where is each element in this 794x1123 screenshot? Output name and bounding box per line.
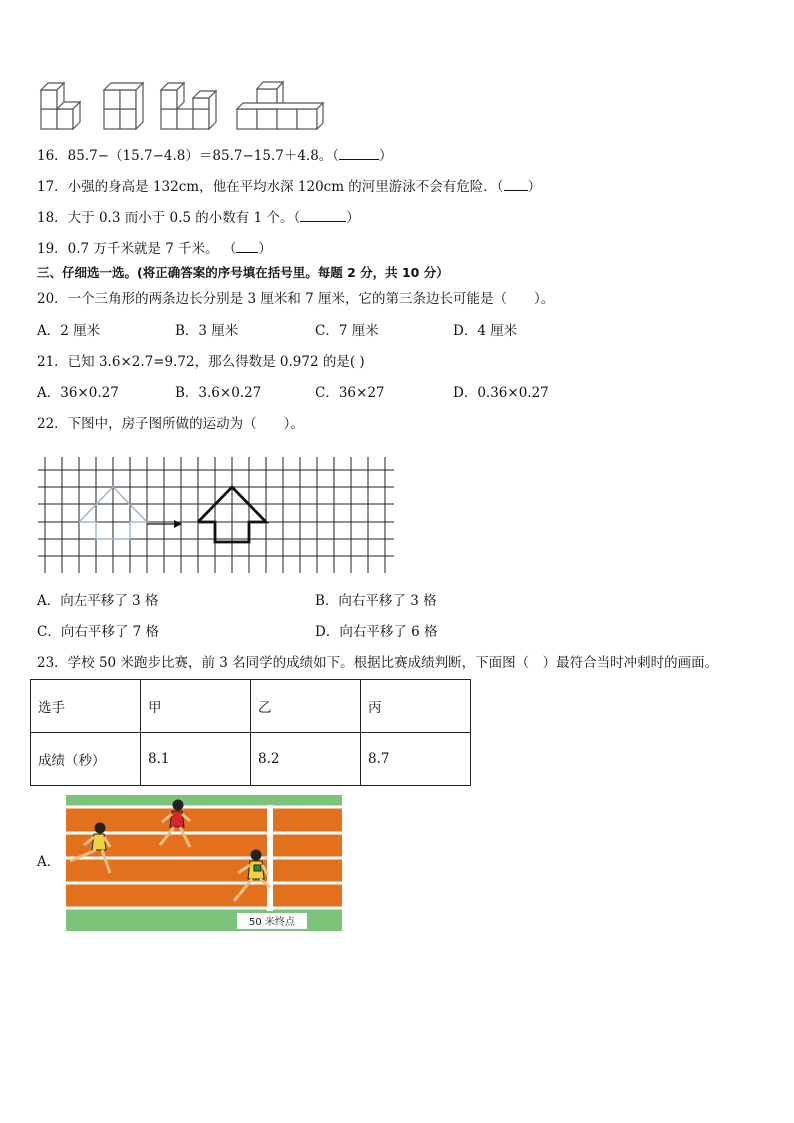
question-18: [37, 207, 360, 227]
question-19-text: 19．0.7 万千米就是 7 千米。 （: [37, 241, 237, 257]
table-header-cell: 丙: [361, 680, 471, 733]
question-23-text: 23．学校 50 米跑步比赛，前 3 名同学的成绩如下。根据比赛成绩判断，下面图（ ）最符合当时冲刺时的画面。: [37, 655, 719, 671]
table-row: [31, 680, 471, 733]
q20-option-a[interactable]: A．2 厘米: [37, 323, 101, 339]
q21-option-a[interactable]: A．36×0.27: [37, 385, 119, 401]
q21-option-d[interactable]: D．0.36×0.27: [453, 385, 549, 401]
q22-option-c[interactable]: C．向右平移了 7 格: [37, 624, 160, 640]
section-3-heading: 三、仔细选一选。(将正确答案的序号填在括号里。每题 2 分，共 10 分）: [37, 265, 449, 280]
cube-figure-1: [41, 83, 80, 129]
cube-figure-3: [161, 83, 216, 129]
answer-blank-16[interactable]: [339, 145, 379, 160]
translation-grid-figure: [38, 453, 398, 575]
q22-option-d[interactable]: D．向右平移了 6 格: [315, 624, 438, 640]
q20-option-d[interactable]: D．4 厘米: [453, 323, 518, 339]
table-cell: 8.7: [361, 733, 471, 786]
table-header-cell: 甲: [141, 680, 251, 733]
question-22-text: 22．下图中，房子图所做的运动为（ ）。: [37, 416, 304, 432]
table-header-cell: 乙: [251, 680, 361, 733]
question-20-text: 20．一个三角形的两条边长分别是 3 厘米和 7 厘米，它的第三条边长可能是（ ）。: [37, 291, 555, 307]
table-cell: 8.2: [251, 733, 361, 786]
cube-figures: [36, 78, 326, 134]
question-18-text: 18．大于 0.3 而小于 0.5 的小数有 1 个。（: [37, 210, 301, 226]
table-header-cell: 选手: [31, 680, 141, 733]
question-16-close: ）: [379, 148, 393, 164]
cube-figure-4: [237, 82, 323, 129]
q22-option-b[interactable]: B．向右平移了 3 格: [315, 593, 437, 609]
cube-figure-2: [104, 83, 143, 129]
answer-blank-19[interactable]: [236, 238, 258, 253]
finish-sign-text: 50 米终点: [249, 917, 295, 928]
answer-blank-17[interactable]: [504, 176, 528, 191]
question-16-text: 16．85.7−（15.7−4.8）＝85.7−15.7＋4.8。（: [37, 148, 340, 164]
question-18-close: ）: [346, 210, 360, 226]
q22-option-a[interactable]: A．向左平移了 3 格: [37, 593, 159, 609]
q23-option-a-label[interactable]: A．: [37, 854, 61, 870]
grid-lines: [38, 457, 394, 573]
q21-option-c[interactable]: C．36×27: [315, 385, 385, 401]
q20-option-b[interactable]: B．3 厘米: [175, 323, 239, 339]
question-17-text: 17．小强的身高是 132cm，他在平均水深 120cm 的河里游泳不会有危险．（: [37, 179, 504, 195]
question-21-text: 21．已知 3.6×2.7=9.72，那么得数是 0.972 的是( ): [37, 354, 365, 370]
table-cell: 成绩（秒）: [31, 733, 141, 786]
question-17-close: ）: [527, 179, 542, 195]
table-cell: 8.1: [141, 733, 251, 786]
q21-option-b[interactable]: B．3.6×0.27: [175, 385, 262, 401]
table-row: [31, 733, 471, 786]
question-16: [37, 145, 393, 165]
question-19-close: ）: [258, 241, 272, 257]
finish-line: [267, 805, 273, 911]
question-17: [37, 176, 541, 196]
scores-table: [30, 679, 471, 786]
q20-option-c[interactable]: C．7 厘米: [315, 323, 379, 339]
running-track-image[interactable]: [66, 795, 342, 931]
question-19: [37, 238, 272, 258]
answer-blank-18[interactable]: [300, 207, 346, 222]
